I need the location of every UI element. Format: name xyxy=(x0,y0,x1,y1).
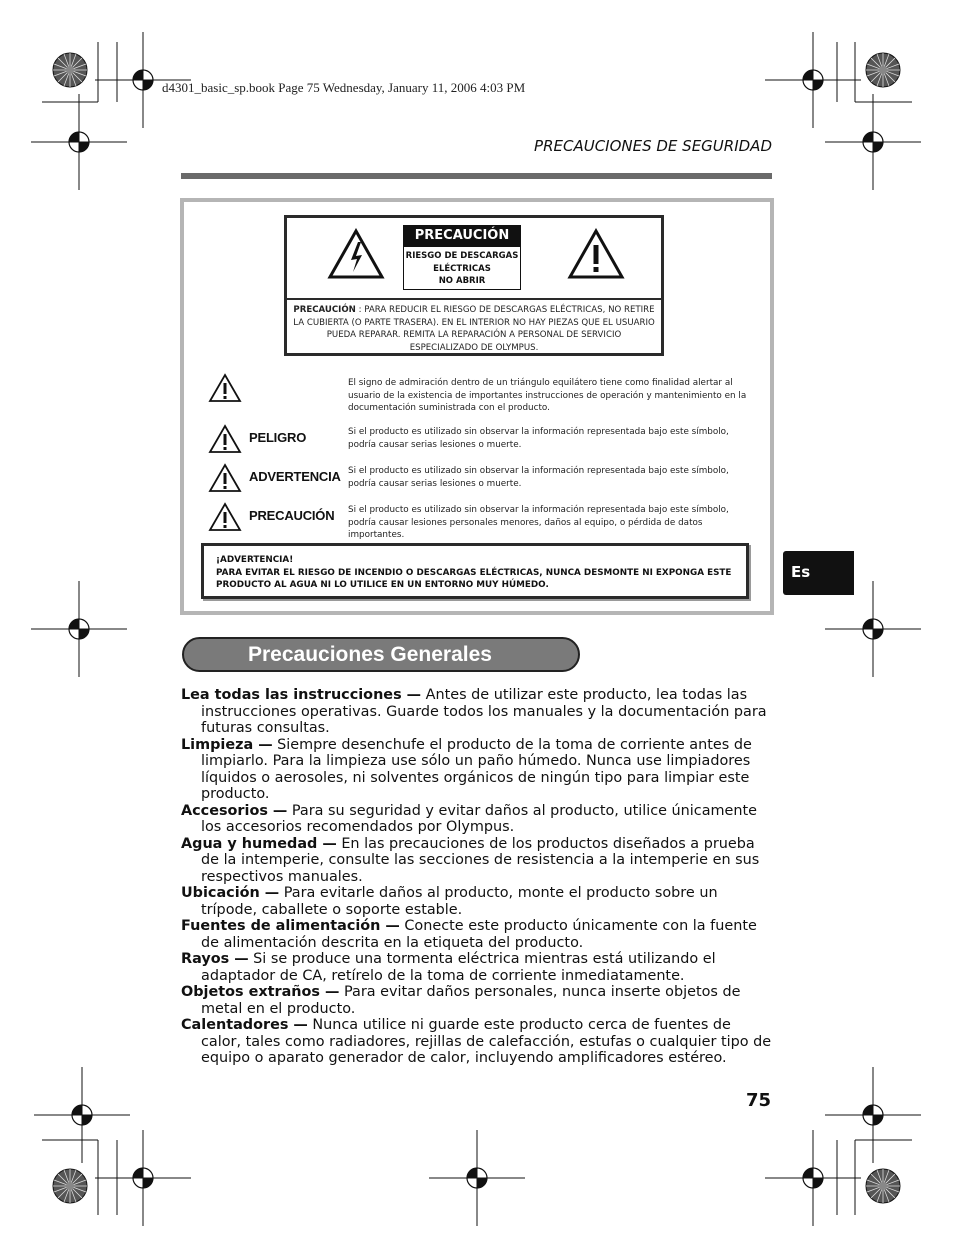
danger-description: Si el producto es utilizado sin observar la información representada bajo este símbolo, podría causar serias lesiones o muerte. xyxy=(348,427,729,450)
electric-shock-caution-label xyxy=(284,215,664,356)
danger-label: PELIGRO xyxy=(249,430,307,445)
file-header: d4301_basic_sp.book Page 75 Wednesday, January 11, 2006 4:03 PM xyxy=(162,80,526,95)
list-item: Fuentes de alimentación — Conecte este producto únicamente con la fuente de alimentación descrita en la etiqueta del producto. xyxy=(181,918,757,951)
page-number: 75 xyxy=(746,1090,772,1111)
language-tab: Es xyxy=(783,551,854,595)
warning-triangle-icon xyxy=(208,463,242,493)
precautions-list xyxy=(181,687,773,1067)
header-rule xyxy=(181,173,772,179)
exclamation-warning-icon xyxy=(567,228,625,280)
list-item: Ubicación — Para evitarle daños al producto, monte el producto sobre un trípode, caballete o soporte estable. xyxy=(181,885,718,918)
warning-label: ADVERTENCIA xyxy=(249,469,341,484)
section-header: PRECAUCIONES DE SEGURIDAD xyxy=(534,137,772,155)
exclamation-triangle-icon xyxy=(208,373,242,403)
list-item: Objetos extraños — Para evitar daños personales, nunca inserte objetos de metal en el producto. xyxy=(181,984,741,1017)
caution-subtitle: RIESGO DE DESCARGAS ELÉCTRICAS NO ABRIR xyxy=(403,246,521,290)
list-item: Accesorios — Para su seguridad y evitar daños al producto, utilice únicamente los accesorios recomendados por Olympus. xyxy=(181,802,758,835)
caution-title: PRECAUCIÓN xyxy=(403,225,521,246)
warning-box-title: ¡ADVERTENCIA! xyxy=(216,555,294,565)
warning-box-text: PARA EVITAR EL RIESGO DE INCENDIO O DESCARGAS ELÉCTRICAS, NUNCA DESMONTE NI EXPONGA ESTE PRODUCTO AL AGUA NI LO UTILICE EN UN ENTORNO MUY HÚMEDO. xyxy=(216,567,732,590)
caution-label: PRECAUCIÓN xyxy=(249,508,335,523)
caution-text: PRECAUCIÓN : PARA REDUCIR EL RIESGO DE DESCARGAS ELÉCTRICAS, NO RETIRE LA CUBIERTA (O PARTE TRASERA). EN EL INTERIOR NO HAY PIEZAS QUE EL USUARIO PUEDA REPARAR. REMITA LA REPARACIÓN A PERSONAL DE SERVICIO ESPECIALIZADO DE OLYMPUS. xyxy=(293,305,655,353)
list-item: Calentadores — Nunca utilice ni guarde este producto cerca de fuentes de calor, tales como radiadores, rejillas de calefacción, estufas o cualquier tipo de equipo o aparato generador de calor, incluyendo amplificadores estéreo. xyxy=(181,1017,772,1066)
symbol-description: El signo de admiración dentro de un triángulo equilátero tiene como finalidad alertar al usuario de la existencia de importantes instrucciones de operación y mantenimiento en la documentación suministrada con el producto. xyxy=(348,378,747,414)
list-item: Agua y humedad — En las precauciones de los productos diseñados a prueba de la intemperie, consulte las secciones de resistencia a la intemperie en sus respectivos manuales. xyxy=(181,835,760,885)
list-item: Lea todas las instrucciones — Antes de utilizar este producto, lea todas las instrucciones operativas. Guarde todos los manuales y la documentación para futuras consultas. xyxy=(181,687,767,736)
section-heading xyxy=(182,637,580,672)
list-item: Limpieza — Siempre desenchufe el producto de la toma de corriente antes de limpiarlo. Para la limpieza use sólo un paño húmedo. Nunca use limpiadores líquidos o aerosoles, ni solventes orgánicos de ningún tipo para limpiar este producto. xyxy=(181,736,752,802)
warning-description: Si el producto es utilizado sin observar la información representada bajo este símbolo, podría causar serias lesiones o muerte. xyxy=(348,466,729,489)
lightning-warning-icon xyxy=(327,228,385,280)
section-heading-text: Precauciones Generales xyxy=(248,643,492,666)
fire-shock-warning-box xyxy=(201,543,749,599)
caution-description: Si el producto es utilizado sin observar la información representada bajo este símbolo, podría causar lesiones personales menores, daños al equipo, o pérdida de datos importantes. xyxy=(348,505,729,541)
danger-triangle-icon xyxy=(208,424,242,454)
list-item: Rayos — Si se produce una tormenta eléctrica mientras está utilizando el adaptador de CA, retírelo de la toma de corriente inmediatamente. xyxy=(181,951,716,984)
caution-triangle-icon xyxy=(208,502,242,532)
